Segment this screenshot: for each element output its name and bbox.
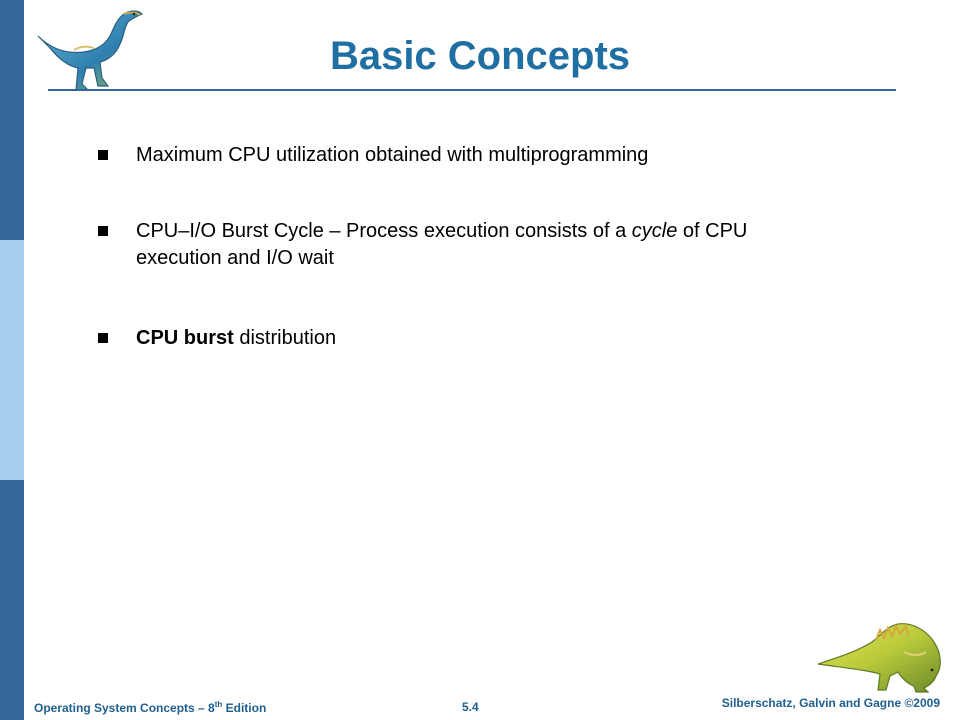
title-divider <box>48 89 896 91</box>
dinosaur-bottom-icon <box>816 612 946 694</box>
bold-term: CPU burst <box>136 327 234 349</box>
square-bullet-icon <box>98 226 108 236</box>
footer-copyright: Silberschatz, Galvin and Gagne ©2009 <box>721 696 940 710</box>
square-bullet-icon <box>98 333 108 343</box>
slide-title: Basic Concepts <box>329 34 631 78</box>
emphasis-text: cycle <box>631 220 678 242</box>
square-bullet-icon <box>98 150 108 160</box>
band-segment-bottom <box>0 480 24 720</box>
bullet-text: Maximum CPU utilization obtained with multiprogramming <box>136 144 649 166</box>
footer-page-number: 5.4 <box>462 700 479 714</box>
bullet-text: CPU–I/O Burst Cycle – Process execution consists of a cycle of CPU execution and I/O wait <box>136 220 748 269</box>
band-segment-middle <box>0 240 24 480</box>
footer-book-title: Operating System Concepts – 8th Edition <box>34 700 267 715</box>
left-color-band <box>0 0 24 720</box>
bullet-text: CPU burst distribution <box>136 327 337 349</box>
